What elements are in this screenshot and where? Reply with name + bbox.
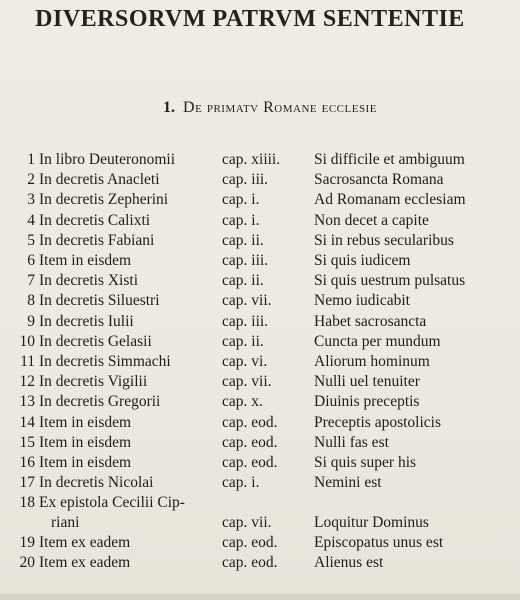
entry-source: In decretis Zepherini: [39, 191, 169, 209]
chapter-row: [15, 433, 514, 453]
entry-incipit: Habet sacrosancta: [314, 312, 427, 330]
entry-chapter: cap. i.: [222, 191, 260, 209]
entry-source: Item in eisdem: [39, 433, 132, 451]
entry-number: 1: [27, 151, 35, 169]
entry-chapter: cap. vii.: [222, 514, 272, 532]
entry-incipit: Preceptis apostolicis: [314, 413, 441, 431]
entry-source: In decretis Calixti: [39, 211, 151, 229]
entry-source: Item in eisdem: [39, 453, 132, 471]
chapter-row: [15, 553, 514, 573]
entry-incipit: Diuinis preceptis: [314, 393, 420, 411]
chapter-row: [15, 412, 514, 432]
entry-number: 2: [27, 171, 35, 189]
entry-incipit: Nemini est: [314, 474, 382, 492]
entry-number: 4: [27, 211, 35, 229]
entry-incipit: Si in rebus secularibus: [314, 231, 454, 249]
chapter-row: [15, 150, 514, 170]
entry-number: 17: [19, 474, 35, 492]
chapter-list-body: [15, 150, 514, 574]
entry-chapter: cap. i.: [222, 211, 260, 229]
chapter-row: [15, 190, 514, 210]
entry-chapter: cap. ii.: [222, 272, 264, 290]
entry-incipit: Cuncta per mundum: [314, 332, 441, 350]
entry-chapter: cap. i.: [222, 474, 260, 492]
entry-incipit: Si quis iudicem: [314, 252, 411, 270]
entry-source: In decretis Anacleti: [39, 171, 160, 189]
chapter-row: [15, 271, 514, 291]
entry-source: In decretis Nicolai: [39, 474, 154, 492]
entry-number: 11: [20, 352, 35, 370]
entry-chapter: cap. iii.: [222, 312, 269, 330]
entry-source: In decretis Gregorii: [39, 393, 161, 411]
entry-chapter: cap. iii.: [222, 252, 269, 270]
entry-source: Item in eisdem: [39, 413, 132, 431]
chapter-row: [15, 533, 514, 553]
entry-incipit: Si quis super his: [314, 453, 417, 471]
entry-incipit: Loquitur Dominus: [314, 514, 429, 532]
chapter-row: [15, 372, 514, 392]
chapter-row: [15, 352, 514, 372]
entry-chapter: cap. vii.: [222, 292, 272, 310]
entry-chapter: cap. x.: [222, 393, 263, 411]
entry-number: 8: [27, 292, 35, 310]
section-heading-text: De primatv Romane ecclesie: [183, 99, 377, 116]
entry-number: 13: [19, 393, 35, 411]
entry-chapter: cap. eod.: [222, 554, 278, 572]
entry-source: In libro Deuteronomii: [39, 151, 176, 169]
entry-chapter: cap. eod.: [222, 433, 278, 451]
entry-number: 9: [27, 312, 35, 330]
entry-source: Item ex eadem: [39, 554, 131, 572]
entry-incipit: Alienus est: [314, 554, 384, 572]
entry-incipit: Nulli uel tenuiter: [314, 373, 420, 391]
entry-number: 6: [27, 252, 35, 270]
chapter-row: [15, 170, 514, 190]
section-number: 1.: [163, 99, 176, 116]
chapter-list: [15, 150, 514, 574]
chapter-row: [15, 453, 514, 473]
entry-source: In decretis Vigilii: [39, 373, 148, 391]
entry-number: 3: [27, 191, 35, 209]
entry-incipit: Episcopatus unus est: [314, 534, 444, 552]
entry-number: 18: [19, 494, 35, 512]
entry-chapter: cap. eod.: [222, 453, 278, 471]
entry-incipit: Nemo iudicabit: [314, 292, 410, 310]
entry-number: 20: [19, 554, 35, 572]
entry-source: Item in eisdem: [39, 252, 132, 270]
chapter-row: [15, 473, 514, 493]
entry-number: 10: [19, 332, 35, 350]
entry-chapter: cap. vi.: [222, 352, 268, 370]
entry-chapter: cap. ii.: [222, 332, 264, 350]
entry-source: Item ex eadem: [39, 534, 131, 552]
entry-incipit: Ad Romanam ecclesiam: [314, 191, 466, 209]
entry-source: In decretis Xisti: [39, 272, 139, 290]
entry-incipit: Nulli fas est: [314, 433, 389, 451]
page-edge: [0, 594, 520, 600]
entry-incipit: Si quis uestrum pulsatus: [314, 272, 466, 290]
entry-chapter: cap. xiiii.: [222, 151, 281, 169]
entry-incipit: Aliorum hominum: [314, 352, 430, 370]
entry-incipit: Si difficile et ambiguum: [314, 151, 465, 169]
entry-number: 15: [19, 433, 35, 451]
entry-chapter: cap. vii.: [222, 373, 272, 391]
entry-incipit: Sacrosancta Romana: [314, 171, 444, 189]
entry-source: In decretis Iulii: [39, 312, 134, 330]
entry-source: In decretis Gelasii: [39, 332, 152, 350]
chapter-row: [15, 392, 514, 412]
entry-chapter: cap. eod.: [222, 413, 278, 431]
entry-incipit: Non decet a capite: [314, 211, 429, 229]
entry-source: In decretis Fabiani: [39, 231, 155, 249]
entry-number: 14: [19, 413, 35, 431]
section-heading: [0, 99, 520, 117]
chapter-row: [15, 211, 514, 231]
chapter-row: [15, 493, 514, 533]
page-title: DIVERSORVM PATRVM SENTENTIE: [35, 6, 465, 32]
entry-source: In decretis Simmachi: [39, 352, 171, 370]
entry-number: 7: [27, 272, 35, 290]
entry-chapter: cap. iii.: [222, 171, 269, 189]
chapter-row: [15, 231, 514, 251]
chapter-row: [15, 291, 514, 311]
entry-number: 16: [19, 453, 35, 471]
entry-source: In decretis Siluestri: [39, 292, 160, 310]
entry-chapter: cap. eod.: [222, 534, 278, 552]
entry-source: Ex epistola Cecilii Cip- riani: [39, 494, 185, 532]
entry-chapter: cap. ii.: [222, 231, 264, 249]
chapter-row: [15, 312, 514, 332]
chapter-row: [15, 251, 514, 271]
chapter-row: [15, 332, 514, 352]
entry-number: 19: [19, 534, 35, 552]
entry-number: 12: [19, 373, 35, 391]
entry-number: 5: [27, 231, 35, 249]
